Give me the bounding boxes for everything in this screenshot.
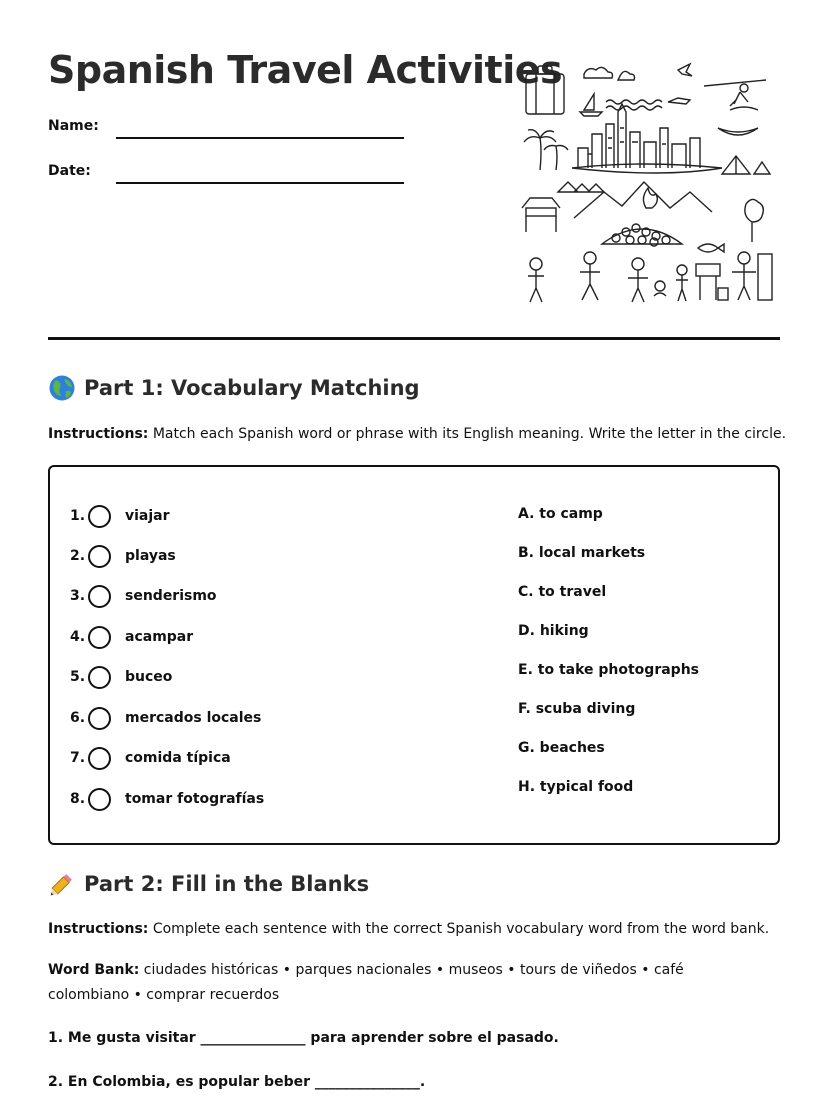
answer-circle[interactable] bbox=[88, 747, 111, 770]
match-item bbox=[70, 745, 231, 771]
spanish-word: acampar bbox=[125, 629, 194, 645]
part2-title: Part 2: Fill in the Blanks bbox=[84, 872, 370, 896]
pencil-icon bbox=[48, 870, 76, 898]
spanish-word: mercados locales bbox=[125, 710, 262, 726]
fill-blank-sentence: 2. En Colombia, es popular beber _______________. bbox=[48, 1074, 426, 1090]
answer-circle[interactable] bbox=[88, 626, 111, 649]
item-number: 8. bbox=[70, 791, 86, 807]
instructions-text: Complete each sentence with the correct Spanish vocabulary word from the word bank. bbox=[148, 921, 770, 937]
part1-title: Part 1: Vocabulary Matching bbox=[84, 376, 420, 400]
instructions-label: Instructions: bbox=[48, 426, 149, 442]
page-title: Spanish Travel Activities bbox=[48, 48, 563, 92]
item-number: 3. bbox=[70, 588, 86, 604]
answer-circle[interactable] bbox=[88, 585, 111, 608]
item-number: 2. bbox=[70, 548, 86, 564]
travel-illustration bbox=[518, 58, 780, 310]
globe-icon bbox=[48, 374, 76, 402]
answer-circle[interactable] bbox=[88, 707, 111, 730]
part1-heading bbox=[48, 374, 420, 402]
item-number: 4. bbox=[70, 629, 86, 645]
item-number: 6. bbox=[70, 710, 86, 726]
match-item bbox=[70, 503, 170, 529]
answer-circle[interactable] bbox=[88, 545, 111, 568]
match-item bbox=[70, 583, 217, 609]
english-meaning: E. to take photographs bbox=[518, 662, 699, 678]
matching-box bbox=[48, 465, 780, 845]
english-meaning: A. to camp bbox=[518, 506, 603, 522]
english-meaning: H. typical food bbox=[518, 779, 634, 795]
name-label: Name: bbox=[48, 118, 99, 134]
answer-circle[interactable] bbox=[88, 505, 111, 528]
item-number: 7. bbox=[70, 750, 86, 766]
english-meaning: C. to travel bbox=[518, 584, 607, 600]
word-bank-text: ciudades históricas • parques nacionales • museos • tours de viñedos • café colombiano • comprar recuerdos bbox=[48, 962, 684, 1003]
word-bank-label: Word Bank: bbox=[48, 962, 140, 978]
english-meaning: B. local markets bbox=[518, 545, 646, 561]
answer-circle[interactable] bbox=[88, 788, 111, 811]
match-item bbox=[70, 543, 176, 569]
date-label: Date: bbox=[48, 163, 91, 179]
match-item bbox=[70, 664, 172, 690]
match-item bbox=[70, 705, 261, 731]
item-number: 5. bbox=[70, 669, 86, 685]
english-meaning: G. beaches bbox=[518, 740, 605, 756]
item-number: 1. bbox=[70, 508, 86, 524]
spanish-word: tomar fotografías bbox=[125, 791, 265, 807]
english-meaning: F. scuba diving bbox=[518, 701, 636, 717]
match-item bbox=[70, 624, 193, 650]
name-field[interactable] bbox=[116, 137, 404, 139]
spanish-word: viajar bbox=[125, 508, 170, 524]
spanish-word: playas bbox=[125, 548, 176, 564]
suitcase-icon bbox=[526, 66, 564, 114]
spanish-word: senderismo bbox=[125, 588, 217, 604]
match-item bbox=[70, 786, 264, 812]
answer-circle[interactable] bbox=[88, 666, 111, 689]
instructions-text: Match each Spanish word or phrase with its English meaning. Write the letter in the circle. bbox=[148, 426, 787, 442]
spanish-word: buceo bbox=[125, 669, 173, 685]
spanish-word: comida típica bbox=[125, 750, 231, 766]
instructions-label: Instructions: bbox=[48, 921, 149, 937]
fill-blank-sentence: 1. Me gusta visitar _______________ para aprender sobre el pasado. bbox=[48, 1030, 559, 1046]
part1-instructions bbox=[48, 422, 788, 447]
date-field[interactable] bbox=[116, 182, 404, 184]
english-meaning: D. hiking bbox=[518, 623, 589, 639]
part2-heading bbox=[48, 870, 369, 898]
word-bank bbox=[48, 958, 768, 1008]
part2-instructions bbox=[48, 917, 788, 942]
section-divider bbox=[48, 337, 780, 340]
